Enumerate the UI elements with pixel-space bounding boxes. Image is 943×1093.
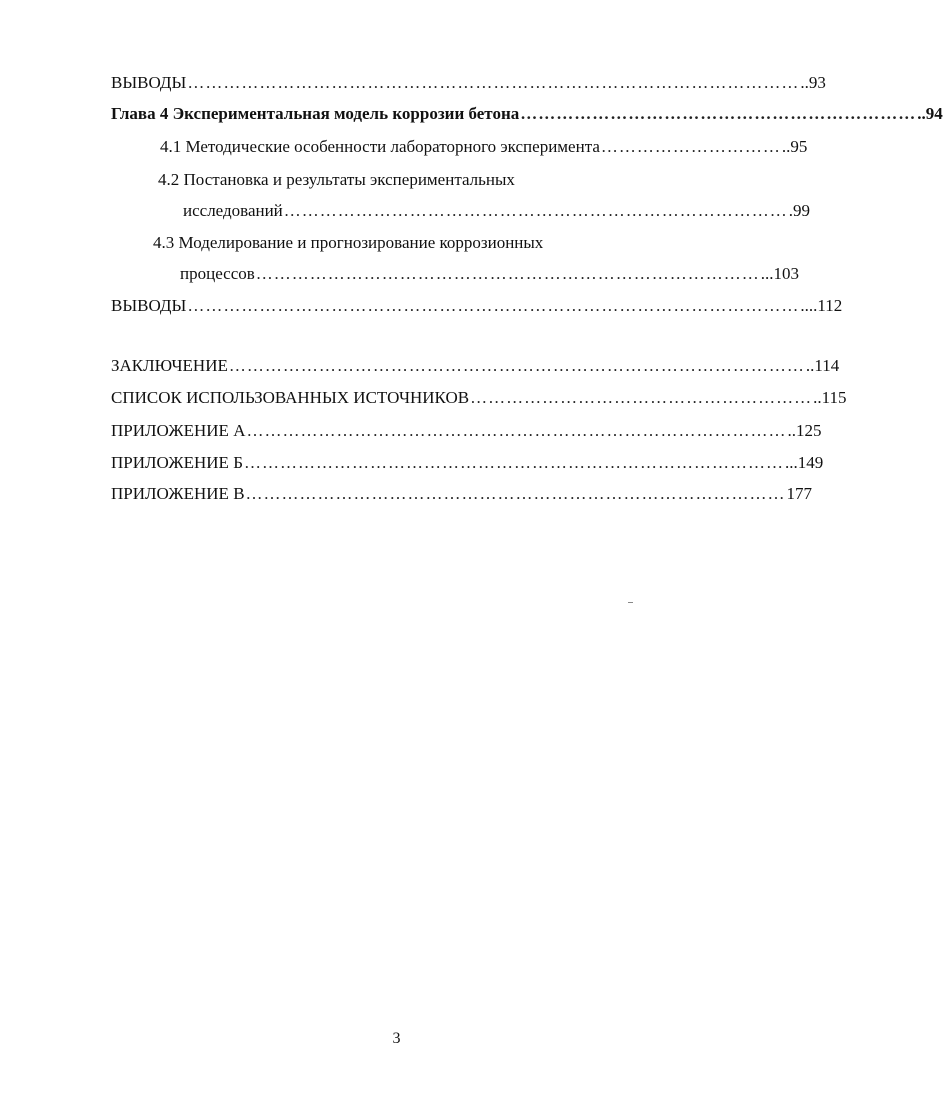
leader-dots: ……………………………………………………………………………… bbox=[243, 453, 784, 472]
toc-entry-section-4-1[interactable] bbox=[160, 136, 808, 158]
toc-entry-page: ..94 bbox=[917, 104, 943, 123]
toc-entry-page: ..114 bbox=[805, 356, 840, 375]
toc-entry-title: ВЫВОДЫ bbox=[111, 73, 187, 92]
toc-entry-title: ПРИЛОЖЕНИЕ А bbox=[111, 421, 246, 440]
leader-dots: ………………………………………………………… bbox=[520, 104, 917, 123]
leader-dots: ……………………………………………………………………………… bbox=[245, 484, 786, 503]
toc-entry-conclusions-ch4[interactable] bbox=[111, 295, 843, 317]
toc-entry-sources[interactable] bbox=[111, 387, 847, 409]
toc-entry-appendix-v[interactable] bbox=[111, 483, 813, 505]
toc-entry-page: ...103 bbox=[760, 264, 800, 283]
toc-entry-title: СПИСОК ИСПОЛЬЗОВАННЫХ ИСТОЧНИКОВ bbox=[111, 388, 470, 407]
toc-entry-title: процессов bbox=[180, 264, 255, 283]
leader-dots: ………………………… bbox=[600, 137, 781, 156]
toc-entry-section-4-3[interactable] bbox=[180, 263, 800, 285]
leader-dots: ………………………………………………………………………………………… bbox=[187, 296, 800, 315]
toc-entry-page: ..125 bbox=[787, 421, 822, 440]
toc-entry-chapter-4[interactable] bbox=[111, 103, 943, 125]
toc-entry-page: ...149 bbox=[784, 453, 824, 472]
toc-entry-conclusions-ch3[interactable] bbox=[111, 72, 826, 94]
toc-entry-section-4-2-line1[interactable]: 4.2 Постановка и результаты экспериментальных bbox=[158, 170, 515, 189]
toc-entry-title: ПРИЛОЖЕНИЕ В bbox=[111, 484, 245, 503]
leader-dots: ………………………………………………………………………………………… bbox=[187, 73, 800, 92]
leader-dots: ………………………………………………… bbox=[470, 388, 813, 407]
toc-entry-title: ПРИЛОЖЕНИЕ Б bbox=[111, 453, 243, 472]
toc-entry-title: Глава 4 Экспериментальная модель коррозии бетона bbox=[111, 104, 520, 123]
toc-entry-appendix-b[interactable] bbox=[111, 452, 824, 474]
toc-entry-page: ..93 bbox=[800, 73, 826, 92]
toc-entry-section-4-3-line1[interactable]: 4.3 Моделирование и прогнозирование коррозионных bbox=[153, 233, 544, 252]
toc-entry-section-4-2[interactable] bbox=[183, 200, 811, 222]
scan-speck bbox=[628, 602, 633, 603]
toc-entry-page: 177 bbox=[786, 484, 813, 503]
leader-dots: ………………………………………………………………………… bbox=[255, 264, 760, 283]
toc-entry-page: .99 bbox=[788, 201, 811, 220]
toc-entry-title: ВЫВОДЫ bbox=[111, 296, 187, 315]
leader-dots: …………………………………………………………………………………… bbox=[228, 356, 805, 375]
toc-entry-page: ....112 bbox=[800, 296, 843, 315]
toc-entry-conclusion[interactable] bbox=[111, 355, 840, 377]
page-number: 3 bbox=[392, 1030, 401, 1047]
toc-entry-page: ..115 bbox=[813, 388, 847, 407]
leader-dots: ………………………………………………………………………… bbox=[283, 201, 788, 220]
leader-dots: ……………………………………………………………………………… bbox=[246, 421, 787, 440]
toc-entry-appendix-a[interactable] bbox=[111, 420, 822, 442]
toc-entry-title: ЗАКЛЮЧЕНИЕ bbox=[111, 356, 228, 375]
toc-entry-title: 4.1 Методические особенности лабораторного эксперимента bbox=[160, 137, 600, 156]
toc-entry-page: ..95 bbox=[781, 137, 808, 156]
toc-entry-title: исследований bbox=[183, 201, 283, 220]
